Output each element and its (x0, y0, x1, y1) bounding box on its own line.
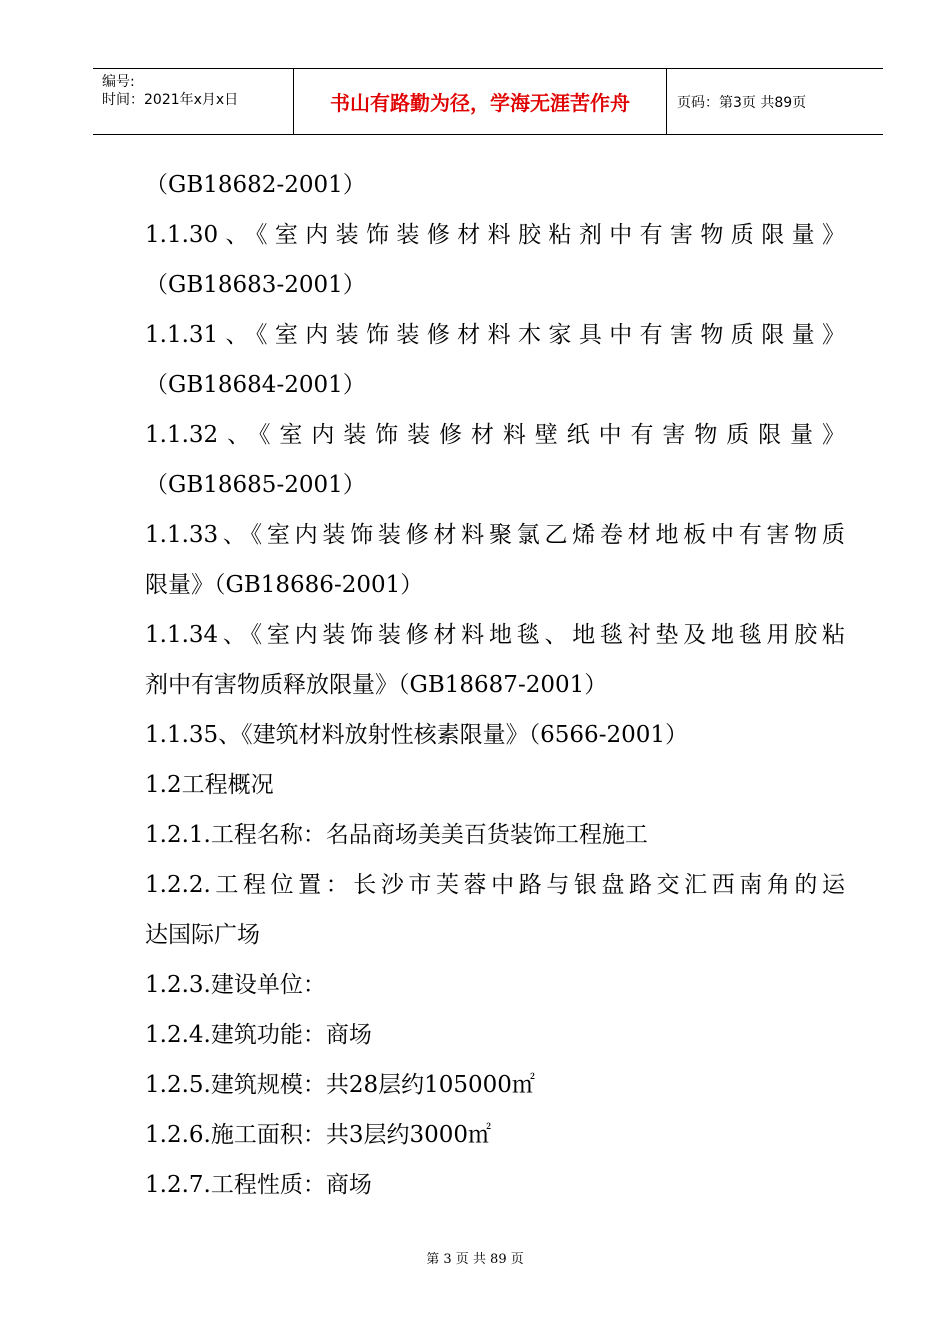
text-line: 1.1.35、《建筑材料放射性核素限量》（6566-2001） (145, 722, 688, 748)
serial-label: 编号: (102, 74, 135, 90)
text-line: （GB18684-2001） (145, 372, 366, 398)
text-line: 1.2.6.施工面积：共3层约3000㎡ (145, 1122, 491, 1148)
text-line: 1.2.3.建设单位： (145, 972, 326, 998)
text-line: （GB18683-2001） (145, 272, 366, 298)
text-line: 1.1.32、《室内装饰装修材料壁纸中有害物质限量》 (145, 422, 845, 448)
text-line: 达国际广场 (145, 922, 260, 948)
text-line: 限量》（GB18686-2001） (145, 572, 424, 598)
text-line: 1.1.34、《室内装饰装修材料地毯、地毯衬垫及地毯用胶粘 (145, 622, 845, 648)
text-line: 1.2.7.工程性质：商场 (145, 1172, 372, 1198)
text-line: 剂中有害物质释放限量》（GB18687-2001） (145, 672, 608, 698)
text-line: 1.1.30、《室内装饰装修材料胶粘剂中有害物质限量》 (145, 222, 845, 248)
text-line: （GB18682-2001） (145, 172, 366, 198)
text-line: 1.2.1.工程名称：名品商场美美百货装饰工程施工 (145, 822, 648, 848)
header-meta (93, 69, 294, 134)
page-footer: 第 3 页 共 89 页 (426, 1252, 524, 1267)
text-line: 1.2.4.建筑功能：商场 (145, 1022, 372, 1048)
text-line: 1.1.33、《室内装饰装修材料聚氯乙烯卷材地板中有害物质 (145, 522, 845, 548)
text-line: 1.2.5.建筑规模：共28层约105000㎡ (145, 1072, 535, 1098)
text-line: 1.2.2.工程位置：长沙市芙蓉中路与银盘路交汇西南角的运 (145, 872, 845, 898)
header-slogan: 书山有路勤为径，学海无涯苦作舟 (294, 69, 667, 134)
time-label: 时间：2021年x月x日 (102, 92, 239, 108)
header-page-info: 页码：第3页 共89页 (677, 94, 807, 111)
text-line: 1.2工程概况 (145, 772, 274, 798)
text-line: （GB18685-2001） (145, 472, 366, 498)
text-line: 1.1.31、《室内装饰装修材料木家具中有害物质限量》 (145, 322, 845, 348)
page-header (93, 68, 883, 135)
document-body (145, 160, 845, 1210)
